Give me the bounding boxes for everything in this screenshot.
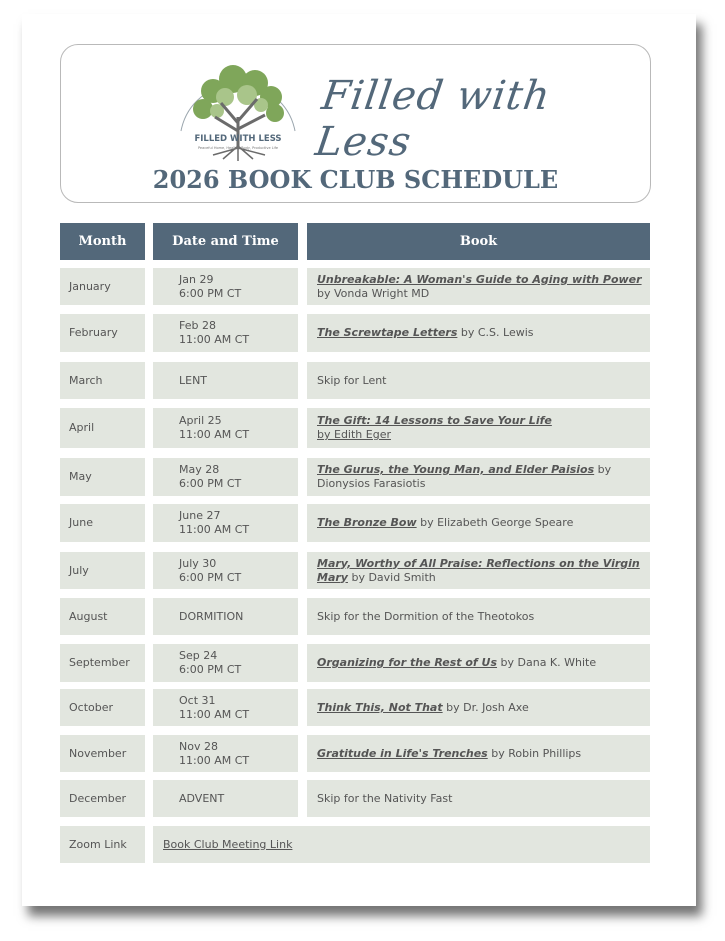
- date-label: LENT: [179, 373, 208, 387]
- book-text: [317, 414, 644, 442]
- book-author-link[interactable]: by Edith Eger: [317, 428, 391, 441]
- zoom-link[interactable]: Book Club Meeting Link: [163, 837, 293, 851]
- book-author: by David Smith: [347, 570, 436, 584]
- date-cell: [153, 552, 298, 589]
- header-box: [60, 44, 651, 203]
- date-cell: [153, 780, 298, 817]
- date-cell: [153, 268, 298, 305]
- month-label: December: [69, 791, 127, 805]
- book-title-link[interactable]: The Gurus, the Young Man, and Elder Paisios: [317, 463, 595, 476]
- date-cell: [153, 504, 298, 542]
- time-label: 11:00 AM CT: [179, 428, 250, 441]
- book-author: by C.S. Lewis: [457, 326, 534, 339]
- date-cell: [153, 458, 298, 496]
- book-cell: [307, 689, 650, 726]
- date-label: Sep 24: [179, 649, 218, 662]
- book-author: Skip for the Dormition of the Theotokos: [317, 609, 535, 623]
- date-label: July 30: [179, 556, 217, 570]
- month-label: June: [69, 516, 93, 529]
- book-text: [317, 557, 644, 585]
- book-title-link[interactable]: Mary, Worthy of All Praise: Reflections on the Virgin Mary: [317, 556, 640, 584]
- book-cell: [307, 314, 650, 352]
- book-text: [317, 516, 644, 530]
- book-text: [317, 656, 644, 670]
- date-label: June 27: [179, 509, 221, 522]
- date-label: May 28: [179, 463, 220, 476]
- book-text: [317, 374, 644, 388]
- book-cell: [307, 644, 650, 682]
- month-label: January: [69, 279, 111, 293]
- month-label: November: [69, 746, 127, 760]
- book-cell: [307, 780, 650, 817]
- month-label: October: [69, 700, 114, 714]
- zoom-link-cell: [153, 826, 650, 863]
- tree-logo: [173, 51, 303, 163]
- month-cell: [60, 644, 145, 682]
- book-cell: [307, 598, 650, 635]
- month-label: August: [69, 609, 108, 623]
- month-label: February: [69, 326, 118, 339]
- month-cell: [60, 362, 145, 399]
- date-cell: [153, 408, 298, 448]
- schedule-page: [22, 14, 696, 906]
- logo-tagline: Peaceful Home, Healthy Body, Productive Life: [197, 146, 279, 150]
- time-label: 11:00 AM CT: [179, 707, 250, 721]
- col-header-month: Month: [60, 223, 145, 260]
- book-title-link[interactable]: The Screwtape Letters: [317, 326, 458, 339]
- month-cell: [60, 552, 145, 589]
- zoom-label: Zoom Link: [60, 826, 145, 863]
- month-cell: [60, 689, 145, 726]
- book-cell: [307, 458, 650, 496]
- date-cell: [153, 314, 298, 352]
- month-cell: [60, 314, 145, 352]
- date-cell: [153, 735, 298, 772]
- month-label: March: [69, 373, 103, 387]
- page-title: 2026 BOOK CLUB SCHEDULE: [152, 165, 559, 194]
- book-title-link[interactable]: The Gift: 14 Lessons to Save Your Life: [317, 414, 552, 427]
- book-author: by Dionysios Farasiotis: [317, 463, 612, 490]
- date-label: Oct 31: [179, 693, 216, 707]
- book-cell: [307, 362, 650, 399]
- script-title: Filled with Less: [312, 73, 554, 165]
- book-text: [317, 792, 644, 806]
- month-label: May: [69, 470, 92, 483]
- book-title-link[interactable]: Organizing for the Rest of Us: [317, 656, 498, 669]
- book-title-link[interactable]: Think This, Not That: [317, 700, 443, 714]
- book-text: [317, 326, 644, 340]
- month-cell: [60, 598, 145, 635]
- book-cell: [307, 552, 650, 589]
- month-label: April: [69, 421, 95, 434]
- time-label: 6:00 PM CT: [179, 477, 242, 490]
- date-label: ADVENT: [179, 791, 225, 805]
- date-label: April 25: [179, 414, 222, 427]
- month-cell: [60, 735, 145, 772]
- book-title-link[interactable]: Unbreakable: A Woman's Guide to Aging with Power: [317, 272, 642, 286]
- book-author: by Dana K. White: [497, 656, 597, 669]
- book-text: [317, 463, 644, 491]
- date-cell: [153, 362, 298, 399]
- book-author: Skip for the Nativity Fast: [317, 791, 453, 805]
- time-label: 11:00 AM CT: [179, 753, 250, 767]
- month-cell: [60, 268, 145, 305]
- month-label: September: [69, 656, 130, 669]
- col-header-book: Book: [307, 223, 650, 260]
- date-label: Feb 28: [179, 319, 216, 332]
- date-cell: [153, 598, 298, 635]
- month-cell: [60, 780, 145, 817]
- date-cell: [153, 644, 298, 682]
- book-cell: [307, 408, 650, 448]
- book-author: by Dr. Josh Axe: [442, 700, 529, 714]
- time-label: 6:00 PM CT: [179, 663, 242, 676]
- time-label: 6:00 PM CT: [179, 570, 242, 584]
- month-cell: [60, 458, 145, 496]
- book-author: by Vonda Wright MD: [317, 286, 430, 300]
- book-title-link[interactable]: Gratitude in Life's Trenches: [317, 746, 488, 760]
- book-title-link[interactable]: The Bronze Bow: [317, 516, 417, 529]
- month-cell: [60, 408, 145, 448]
- date-cell: [153, 689, 298, 726]
- time-label: 6:00 PM CT: [179, 286, 242, 300]
- month-label: July: [69, 563, 89, 577]
- book-cell: [307, 735, 650, 772]
- book-cell: [307, 504, 650, 542]
- book-text: [317, 747, 644, 761]
- book-text: [317, 701, 644, 715]
- date-label: Nov 28: [179, 739, 218, 753]
- book-text: [317, 610, 644, 624]
- time-label: 11:00 AM CT: [179, 333, 250, 346]
- book-author: by Elizabeth George Speare: [416, 516, 574, 529]
- month-cell: [60, 504, 145, 542]
- book-author: Skip for Lent: [317, 373, 387, 387]
- book-text: [317, 273, 644, 301]
- book-cell: [307, 268, 650, 305]
- date-label: Jan 29: [179, 272, 214, 286]
- col-header-date: Date and Time: [153, 223, 298, 260]
- book-author: by Robin Phillips: [487, 746, 582, 760]
- logo-text: FILLED WITH LESS: [194, 134, 282, 144]
- time-label: 11:00 AM CT: [179, 523, 250, 536]
- date-label: DORMITION: [179, 609, 244, 623]
